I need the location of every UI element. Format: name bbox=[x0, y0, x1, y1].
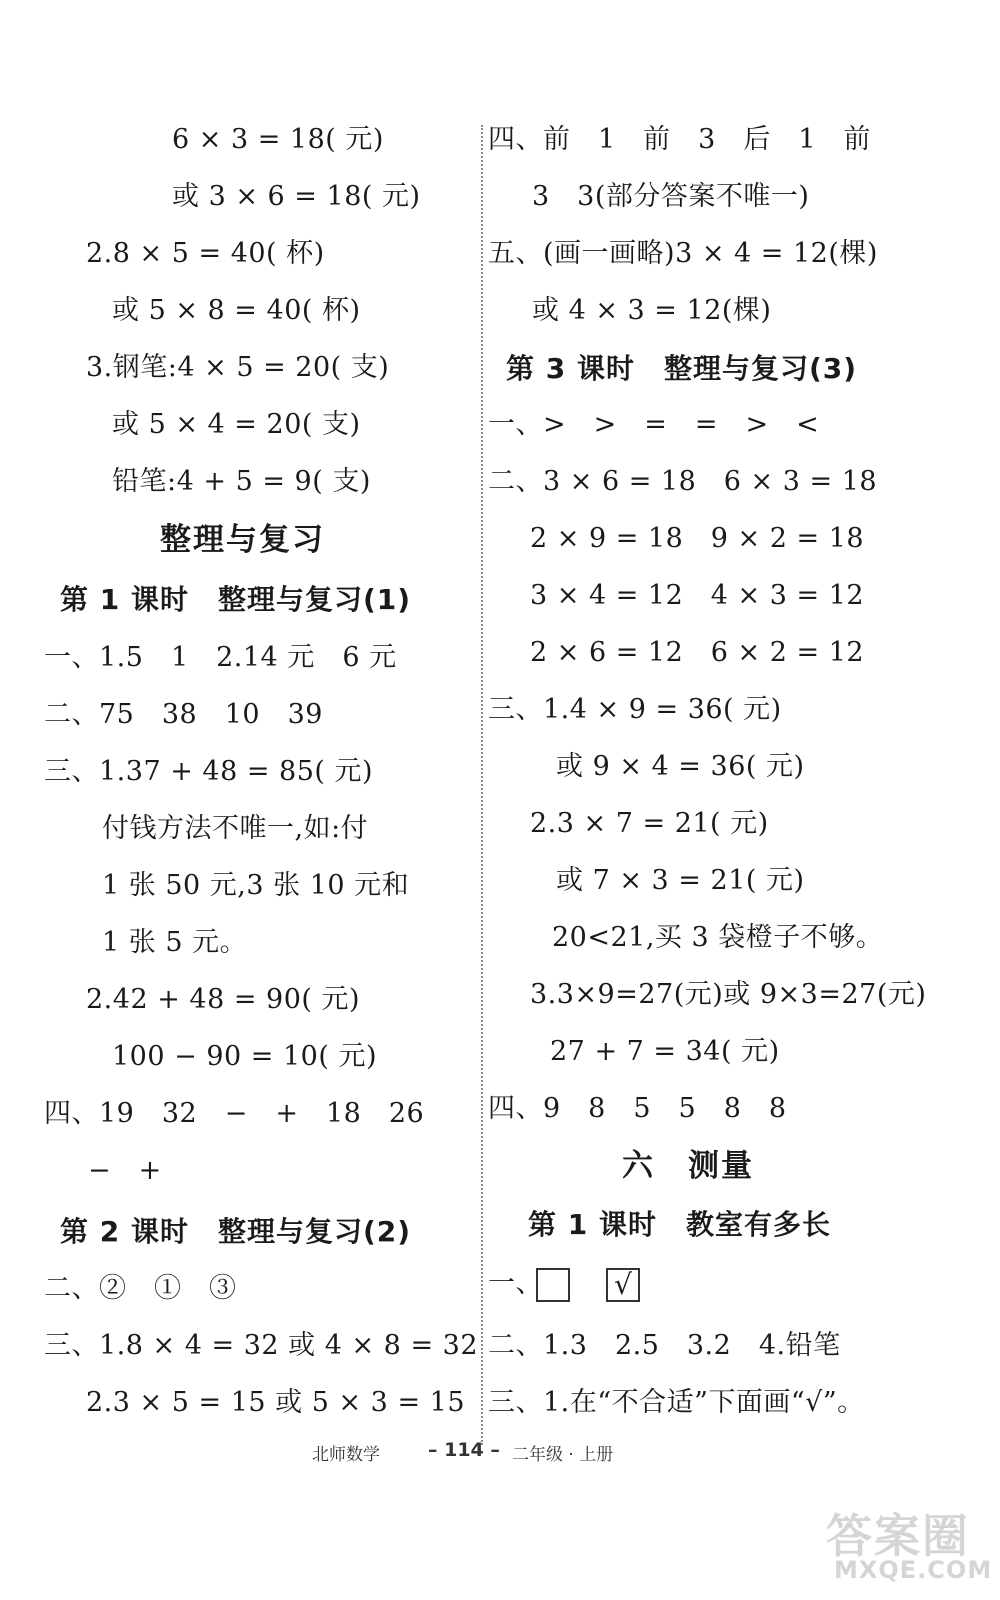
answer-line: 一、> > = = > < bbox=[488, 409, 820, 440]
lesson-title: 第 3 课时 整理与复习(3) bbox=[506, 352, 858, 385]
answer-line: 三、1.8 × 4 = 32 或 4 × 8 = 32 bbox=[44, 1330, 479, 1361]
answer-line: 1 张 50 元,3 张 10 元和 bbox=[102, 870, 410, 901]
lesson-title: 第 2 课时 整理与复习(2) bbox=[60, 1215, 412, 1248]
answer-line: 二、② ① ③ bbox=[44, 1273, 237, 1304]
empty-answer-box bbox=[536, 1268, 570, 1302]
answer-line: 3 3(部分答案不唯一) bbox=[532, 181, 810, 212]
page-number: – 114 – bbox=[428, 1439, 500, 1461]
answer-line: 3.钢笔:4 × 5 = 20( 支) bbox=[86, 352, 390, 383]
answer-line: 或 3 × 6 = 18( 元) bbox=[172, 181, 421, 212]
column-divider bbox=[481, 125, 483, 1445]
answer-line: − + bbox=[88, 1155, 162, 1186]
lesson-title: 第 1 课时 教室有多长 bbox=[528, 1208, 831, 1241]
lesson-title: 第 1 课时 整理与复习(1) bbox=[60, 583, 412, 616]
answer-line: 二、3 × 6 = 18 6 × 3 = 18 bbox=[488, 466, 878, 497]
answer-line: 3.3×9=27(元)或 9×3=27(元) bbox=[530, 979, 927, 1010]
answer-line: 2.8 × 5 = 40( 杯) bbox=[86, 238, 325, 269]
answer-line: 2 × 6 = 12 6 × 2 = 12 bbox=[530, 637, 865, 668]
answer-line: 或 7 × 3 = 21( 元) bbox=[556, 865, 805, 896]
answer-line: 2 × 9 = 18 9 × 2 = 18 bbox=[530, 523, 865, 554]
answer-line: 二、1.3 2.5 3.2 4.铅笔 bbox=[488, 1330, 841, 1361]
answer-line: 2.3 × 7 = 21( 元) bbox=[530, 808, 769, 839]
answer-line: 2.3 × 5 = 15 或 5 × 3 = 15 bbox=[86, 1387, 466, 1418]
answer-line: 20<21,买 3 袋橙子不够。 bbox=[552, 922, 884, 953]
answer-line: 或 9 × 4 = 36( 元) bbox=[556, 751, 805, 782]
answer-line: 三、1.在“不合适”下面画“√”。 bbox=[488, 1387, 865, 1418]
answer-line: 四、19 32 − + 18 26 bbox=[44, 1098, 425, 1129]
footer-subject: 北师数学 bbox=[312, 1445, 380, 1465]
answer-line: 四、前 1 前 3 后 1 前 bbox=[488, 124, 872, 155]
page-footer bbox=[0, 1440, 1000, 1480]
watermark-logo-text: 答案圈 bbox=[826, 1509, 970, 1563]
answer-line: 2.42 + 48 = 90( 元) bbox=[86, 984, 361, 1015]
checked-answer-box: √ bbox=[606, 1268, 640, 1302]
answer-line: 6 × 3 = 18( 元) bbox=[172, 124, 384, 155]
footer-grade: 二年级 · 上册 bbox=[512, 1445, 614, 1465]
answer-line: 一、 bbox=[488, 1268, 543, 1299]
answer-line: 三、1.37 + 48 = 85( 元) bbox=[44, 756, 374, 787]
answer-line: 三、1.4 × 9 = 36( 元) bbox=[488, 694, 782, 725]
answer-line: 铅笔:4 + 5 = 9( 支) bbox=[112, 466, 371, 497]
section-title: 整理与复习 bbox=[160, 522, 325, 558]
answer-line: 3 × 4 = 12 4 × 3 = 12 bbox=[530, 580, 865, 611]
section-title: 六 测量 bbox=[622, 1148, 754, 1184]
answer-line: 或 5 × 4 = 20( 支) bbox=[112, 409, 361, 440]
site-watermark bbox=[826, 1500, 996, 1590]
answer-line: 1 张 5 元。 bbox=[102, 927, 248, 958]
answer-line: 27 + 7 = 34( 元) bbox=[550, 1036, 780, 1067]
answer-line: 二、75 38 10 39 bbox=[44, 699, 323, 730]
answer-line: 四、9 8 5 5 8 8 bbox=[488, 1093, 787, 1124]
answer-line: 付钱方法不唯一,如:付 bbox=[102, 813, 369, 844]
answer-line: 一、1.5 1 2.14 元 6 元 bbox=[44, 642, 397, 673]
answer-line: 五、(画一画略)3 × 4 = 12(棵) bbox=[488, 238, 878, 269]
answer-line: 或 4 × 3 = 12(棵) bbox=[532, 295, 772, 326]
watermark-url: MXQE.COM bbox=[834, 1556, 993, 1584]
answer-line: 或 5 × 8 = 40( 杯) bbox=[112, 295, 361, 326]
answer-line: 100 − 90 = 10( 元) bbox=[112, 1041, 377, 1072]
